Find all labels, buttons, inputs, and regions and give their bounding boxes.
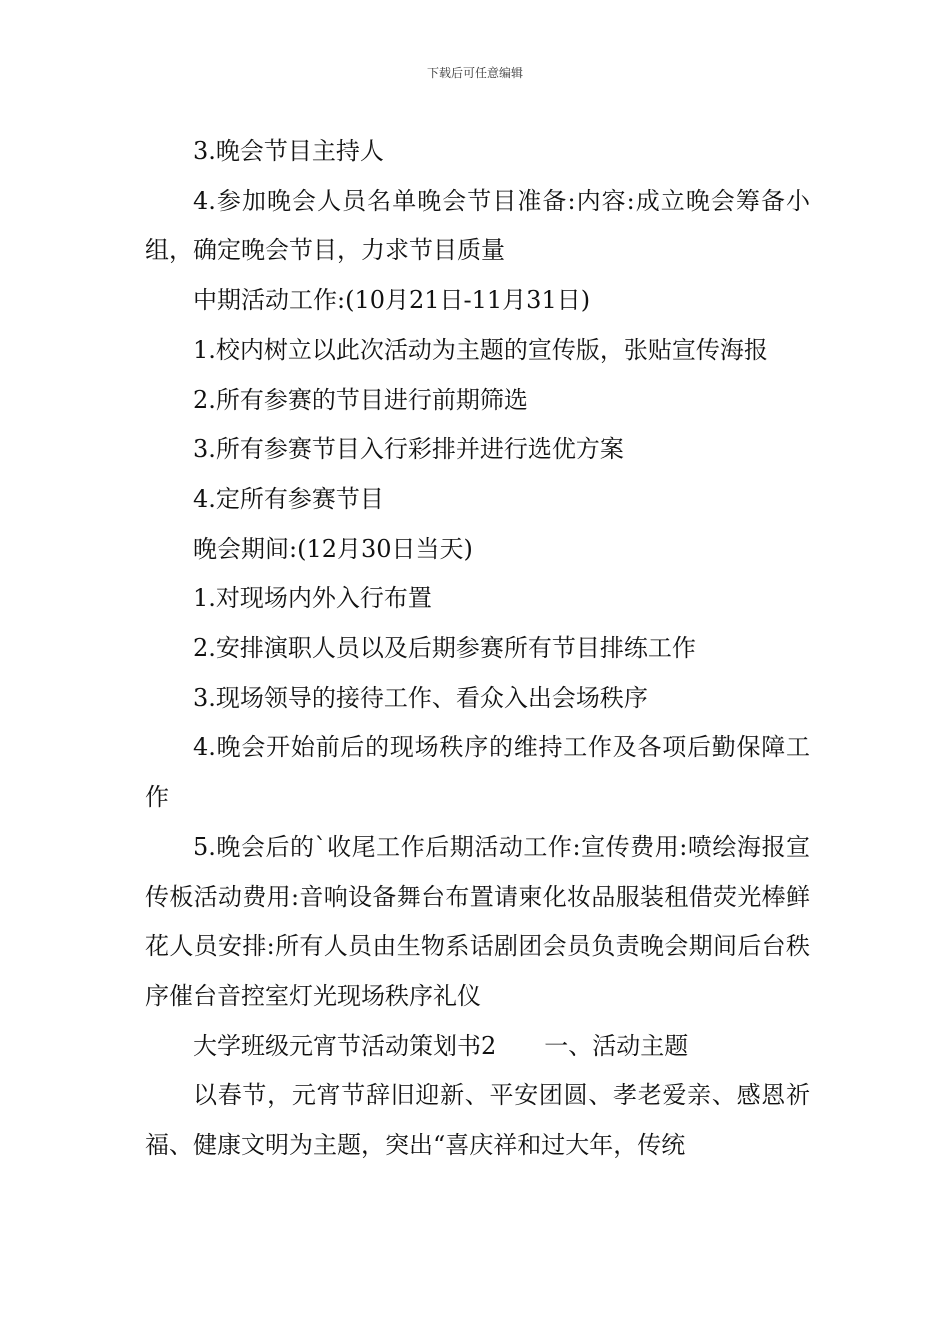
paragraph: 以春节，元宵节辞旧迎新、平安团圆、孝老爱亲、感恩祈福、健康文明为主题，突出“喜庆祥和过大年，传统 [145,1081,810,1160]
paragraph: 4.参加晚会人员名单晚会节目准备:内容:成立晚会筹备小组，确定晚会节目，力求节目质量 [145,186,810,265]
paragraph: 3.现场领导的接待工作、看众入出会场秩序 [193,683,648,712]
paragraph: 3.所有参赛节目入行彩排并进行选优方案 [193,435,624,464]
paragraph: 4.定所有参赛节目 [193,484,384,513]
paragraph: 2.安排演职人员以及后期参赛所有节目排练工作 [193,634,696,663]
page-header: 下载后可任意编辑 [426,66,523,80]
section-heading-line [145,1022,810,1072]
paragraph: 4.晚会开始前后的现场秩序的维持工作及各项后勤保障工作 [145,733,810,812]
paragraph: 1.对现场内外入行布置 [193,584,432,613]
paragraph: 晚会期间:(12月30日当天) [193,534,473,563]
paragraph: 3.晚会节目主持人 [193,137,384,165]
section-subtitle: 一、活动主题 [544,1031,689,1060]
paragraph: 1.校内树立以此次活动为主题的宣传版，张贴宣传海报 [193,335,768,364]
document-body [145,127,810,1171]
section-title: 大学班级元宵节活动策划书2 [193,1031,497,1060]
paragraph: 5.晚会后的`收尾工作后期活动工作:宣传费用:喷绘海报宣传板活动费用:音响设备舞台布置请柬化妆品服装租借荧光棒鲜花人员安排:所有人员由生物系话剧团会员负责晚会期间后台秩序催台音控室灯光现场秩序礼仪 [145,832,810,1010]
paragraph: 2.所有参赛的节目进行前期筛选 [193,385,528,414]
paragraph: 中期活动工作:(10月21日-11月31日) [193,286,591,315]
